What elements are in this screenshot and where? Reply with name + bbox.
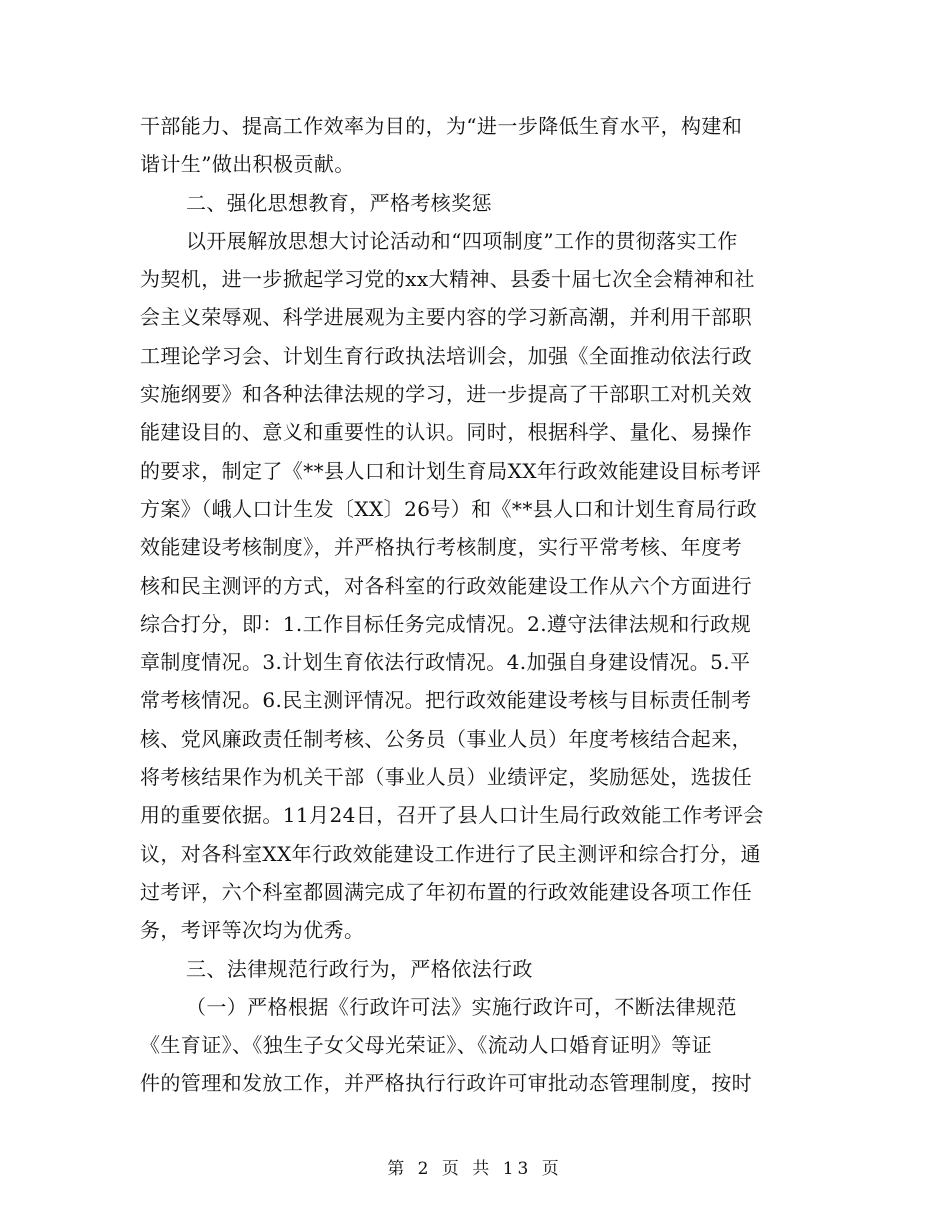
paragraph-line: （一）严格根据《行政许可法》实施行政许可，不断法律规范 — [186, 994, 737, 1019]
section-heading: 三、法律规范行政行为，严格依法行政 — [186, 956, 533, 981]
paragraph-line: 用的重要依据。11月24日，召开了县人口计生局行政效能工作考评会 — [140, 803, 764, 828]
document-body — [140, 107, 810, 1103]
paragraph-line: 实施纲要》和各种法律法规的学习，进一步提高了干部职工对机关效 — [140, 382, 752, 407]
page-number-footer: 第 2 页 共 13 页 — [387, 1159, 563, 1179]
paragraph-line: 常考核情况。6.民主测评情况。把行政效能建设考核与目标责任制考 — [140, 688, 752, 713]
paragraph-line: 章制度情况。3.计划生育依法行政情况。4.加强自身建设情况。5.平 — [140, 650, 751, 675]
paragraph-line: 件的管理和发放工作，并严格执行行政许可审批动态管理制度，按时 — [140, 1071, 752, 1096]
paragraph-line: 核和民主测评的方式，对各科室的行政效能建设工作从六个方面进行 — [140, 573, 752, 598]
paragraph-line: 过考评，六个科室都圆满完成了年初布置的行政效能建设各项工作任 — [140, 879, 752, 904]
paragraph-line: 核、党风廉政责任制考核、公务员（事业人员）年度考核结合起来， — [140, 726, 752, 751]
paragraph-line: 为契机，进一步掀起学习党的xx大精神、县委十届七次全会精神和社 — [140, 267, 755, 292]
paragraph-line: 将考核结果作为机关干部（事业人员）业绩评定，奖励惩处，选拔任 — [140, 765, 752, 790]
paragraph-line: 《生育证》、《独生子女父母光荣证》、《流动人口婚育证明》等证 — [140, 1033, 712, 1058]
paragraph-line: 工理论学习会、计划生育行政执法培训会，加强《全面推动依法行政 — [140, 343, 752, 368]
paragraph-line: 干部能力、提高工作效率为目的，为“进一步降低生育水平，构建和 — [140, 114, 743, 138]
paragraph-line: 综合打分，即：1.工作目标任务完成情况。2.遵守法律法规和行政规 — [140, 611, 751, 636]
paragraph-line: 效能建设考核制度》，并严格执行考核制度，实行平常考核、年度考 — [140, 535, 742, 560]
paragraph-line: 会主义荣辱观、科学进展观为主要内容的学习新高潮，并利用干部职 — [140, 305, 752, 330]
paragraph-line: 务，考评等次均为优秀。 — [140, 918, 365, 943]
paragraph-line: 议，对各科室XX年行政效能建设工作进行了民主测评和综合打分，通 — [140, 841, 761, 866]
section-heading: 二、强化思想教育，严格考核奖惩 — [186, 190, 492, 215]
paragraph-line: 以开展解放思想大讨论活动和“四项制度”工作的贯彻落实工作 — [186, 228, 738, 253]
paragraph-line: 的要求，制定了《**县人口和计划生育局XX年行政效能建设目标考评 — [140, 458, 762, 483]
paragraph-line: 谐计生”做出积极贡献。 — [140, 152, 355, 177]
paragraph-line: 方案》（峨人口计生发〔XX〕26号）和《**县人口和计划生育局行政 — [140, 496, 758, 521]
paragraph-line: 能建设目的、意义和重要性的认识。同时，根据科学、量化、易操作 — [140, 420, 752, 445]
